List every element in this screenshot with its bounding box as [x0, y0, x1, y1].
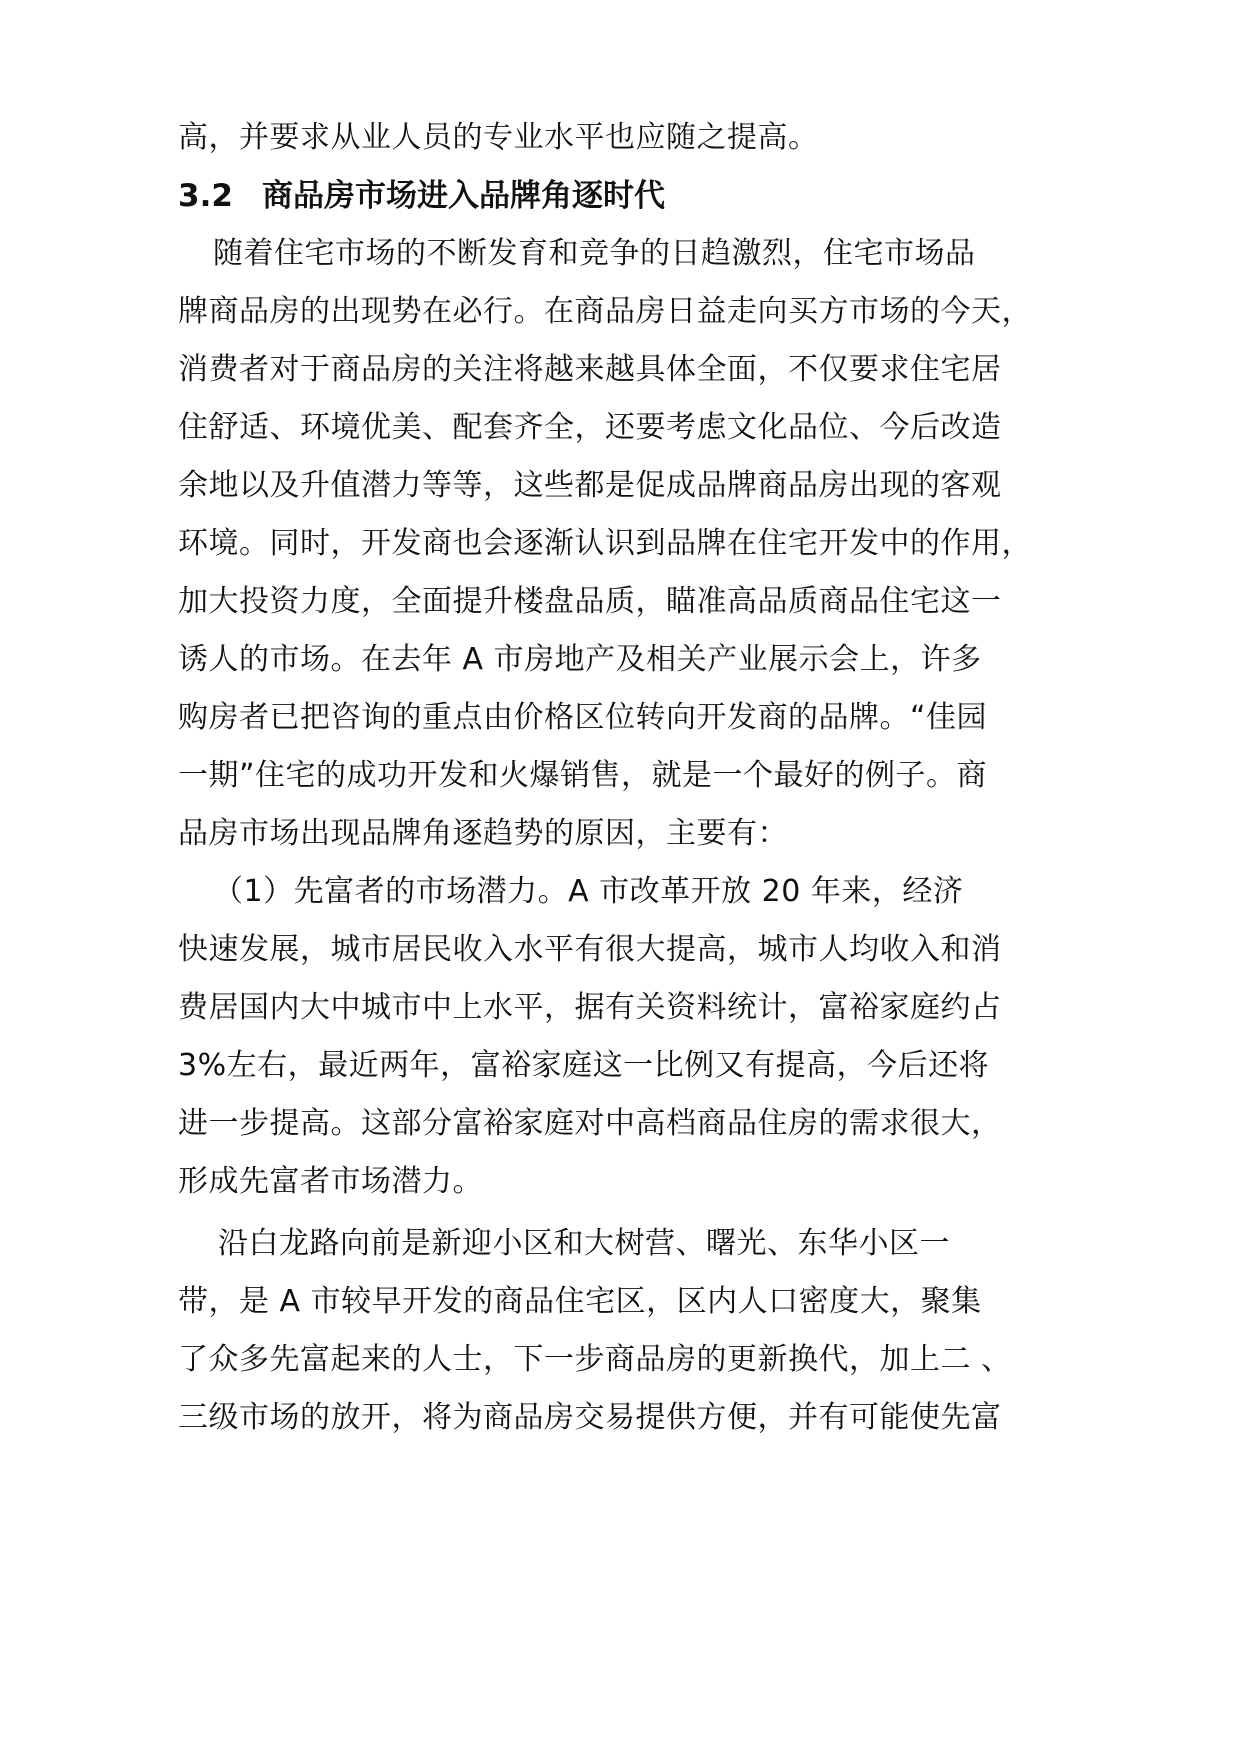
text-line: 进一步提高。这部分富裕家庭对中高档商品住房的需求很大， [178, 1106, 1002, 1141]
section-heading [178, 176, 665, 216]
text-line: （1）先富者的市场潜力。A 市改革开放 20 年来，经济 [213, 874, 964, 909]
text-line: 费居国内大中城市中上水平，据有关资料统计，富裕家庭约占 [178, 990, 1002, 1025]
section-title: 商品房市场进入品牌角逐时代 [262, 178, 665, 214]
text-line: 形成先富者市场潜力。 [178, 1164, 483, 1199]
text-line: 了众多先富起来的人士，下一步商品房的更新换代，加上二 、 [178, 1342, 1012, 1377]
text-line: 快速发展，城市居民收入水平有很大提高，城市人均收入和消 [178, 932, 1002, 967]
text-line: 牌商品房的出现势在必行。在商品房日益走向买方市场的今天， [178, 294, 1032, 329]
text-line: 环境。同时，开发商也会逐渐认识到品牌在住宅开发中的作用， [178, 526, 1032, 561]
text-line: 3%左右，最近两年，富裕家庭这一比例又有提高，今后还将 [178, 1048, 990, 1083]
text-line: 三级市场的放开，将为商品房交易提供方便，并有可能使先富 [178, 1400, 1002, 1435]
section-number: 3.2 [178, 178, 233, 214]
text-line: 诱人的市场。在去年 A 市房地产及相关产业展示会上，许多 [178, 642, 982, 677]
text-line: 加大投资力度，全面提升楼盘品质，瞄准高品质商品住宅这一 [178, 584, 1002, 619]
text-line: 消费者对于商品房的关注将越来越具体全面，不仅要求住宅居 [178, 352, 1002, 387]
text-line: 余地以及升值潜力等等，这些都是促成品牌商品房出现的客观 [178, 468, 1002, 503]
text-line: 随着住宅市场的不断发育和竞争的日趋激烈，住宅市场品 [213, 236, 976, 271]
text-line: 带，是 A 市较早开发的商品住宅区，区内人口密度大，聚集 [178, 1284, 982, 1319]
text-line: 高，并要求从业人员的专业水平也应随之提高。 [178, 120, 819, 155]
text-line: 购房者已把咨询的重点由价格区位转向开发商的品牌。“佳园 [178, 700, 988, 735]
text-line: 住舒适、环境优美、配套齐全，还要考虑文化品位、今后改造 [178, 410, 1002, 445]
text-line: 一期”住宅的成功开发和火爆销售，就是一个最好的例子。商 [178, 758, 988, 793]
text-line: 沿白龙路向前是新迎小区和大树营、曙光、东华小区一 [218, 1226, 950, 1261]
text-line: 品房市场出现品牌角逐趋势的原因，主要有： [178, 816, 788, 851]
